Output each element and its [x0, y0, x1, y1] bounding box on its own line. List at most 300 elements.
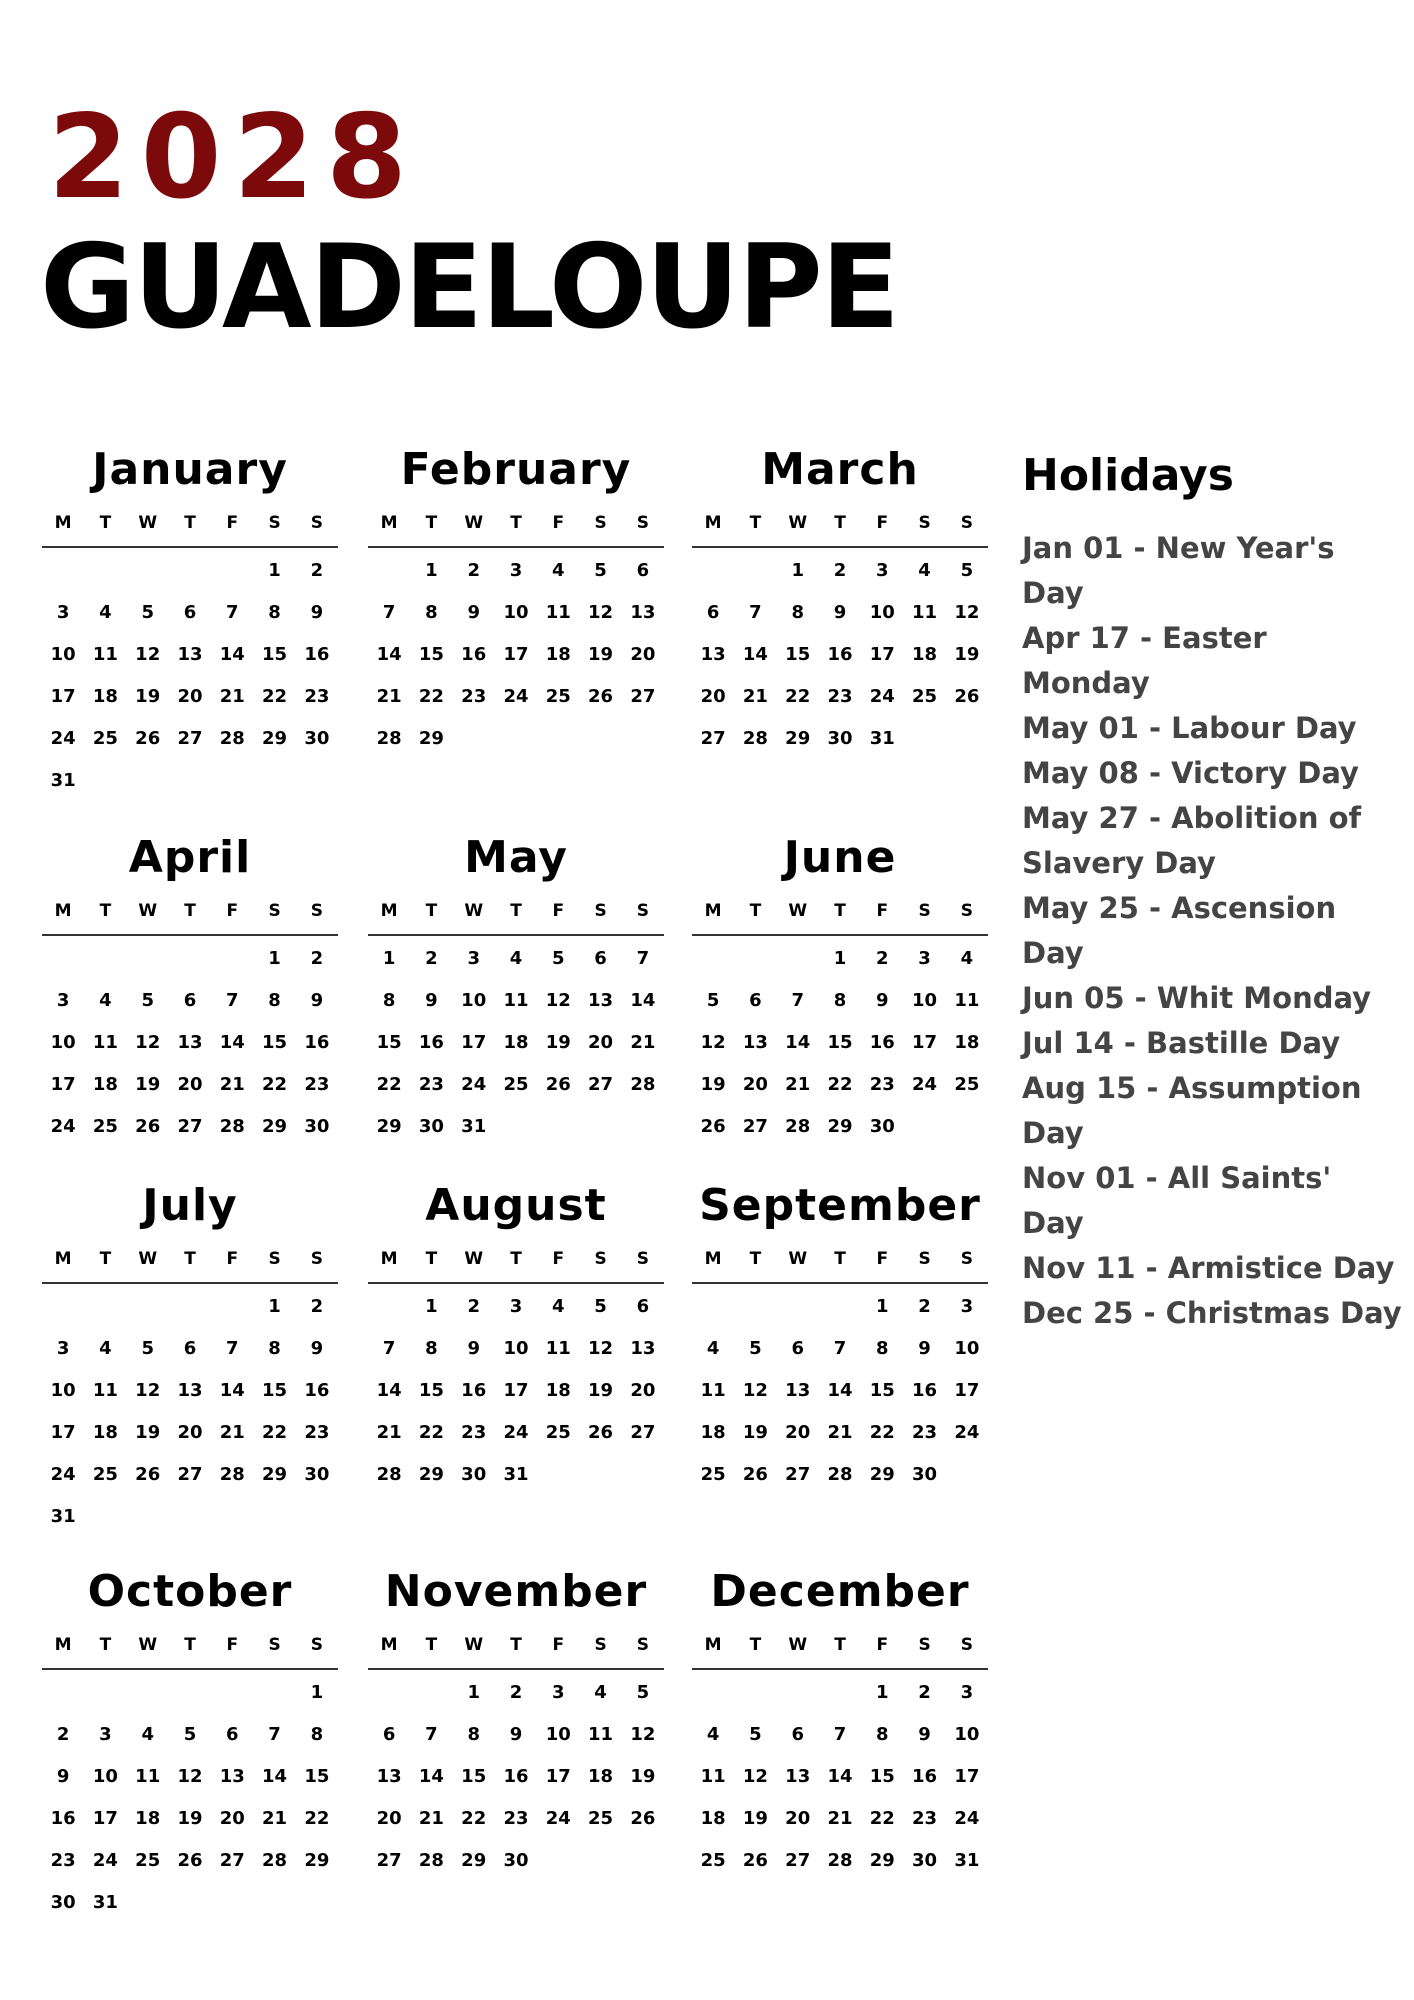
- day-cell: 28: [376, 1464, 402, 1485]
- day-cell: 8: [425, 1338, 438, 1359]
- weekday-label: M: [704, 901, 722, 921]
- weekday-label: S: [636, 901, 649, 921]
- day-cell: 4: [99, 990, 112, 1011]
- day-grid: [42, 938, 338, 1148]
- empty-day-cell: [84, 938, 126, 980]
- empty-day-cell: [84, 1286, 126, 1328]
- weekday-label: T: [510, 901, 522, 921]
- weekday-header: [42, 1622, 338, 1670]
- day-cell: 6: [183, 1338, 197, 1359]
- day-cell: 27: [742, 1116, 768, 1137]
- day-cell: 24: [50, 1464, 76, 1485]
- day-cell: 13: [630, 1338, 656, 1359]
- day-cell: 1: [268, 948, 281, 969]
- day-cell: 19: [135, 686, 161, 707]
- day-cell: 14: [827, 1380, 853, 1401]
- day-cell: 16: [50, 1808, 76, 1829]
- day-cell: 21: [262, 1808, 288, 1829]
- day-cell: 24: [954, 1422, 980, 1443]
- day-cell: 20: [742, 1074, 768, 1095]
- day-cell: 6: [594, 948, 607, 969]
- day-cell: 20: [785, 1808, 811, 1829]
- weekday-label: W: [788, 1249, 808, 1269]
- day-cell: 23: [869, 1074, 895, 1095]
- month-may: [368, 828, 664, 1148]
- day-cell: 26: [954, 686, 980, 707]
- weekday-label: F: [552, 901, 565, 921]
- day-cell: 6: [791, 1724, 804, 1745]
- weekday-label: S: [918, 1249, 931, 1269]
- day-cell: 26: [630, 1808, 656, 1829]
- weekday-header: [368, 1236, 664, 1284]
- day-cell: 11: [700, 1766, 726, 1787]
- holiday-item: Nov 11 - Armistice Day: [1022, 1251, 1395, 1285]
- day-cell: 11: [588, 1724, 614, 1745]
- day-cell: 20: [219, 1808, 245, 1829]
- day-cell: 18: [92, 686, 118, 707]
- day-cell: 13: [630, 602, 656, 623]
- day-cell: 11: [503, 990, 529, 1011]
- day-cell: 9: [56, 1766, 70, 1787]
- day-cell: 3: [876, 560, 889, 581]
- weekday-label: W: [788, 1635, 808, 1655]
- day-cell: 17: [50, 1074, 76, 1095]
- day-cell: 29: [785, 728, 811, 749]
- day-cell: 22: [262, 1074, 288, 1095]
- weekday-label: T: [510, 513, 522, 533]
- day-cell: 29: [461, 1850, 487, 1871]
- day-cell: 24: [503, 686, 529, 707]
- day-cell: 21: [219, 1074, 245, 1095]
- weekday-header: [368, 1622, 664, 1670]
- day-cell: 18: [912, 644, 938, 665]
- day-cell: 11: [92, 644, 118, 665]
- day-cell: 19: [545, 1032, 571, 1053]
- month-june: [692, 828, 988, 1148]
- day-cell: 2: [876, 948, 889, 969]
- day-cell: 3: [99, 1724, 112, 1745]
- day-cell: 30: [869, 1116, 895, 1137]
- day-cell: 14: [742, 644, 768, 665]
- day-cell: 18: [700, 1808, 726, 1829]
- day-cell: 2: [918, 1682, 931, 1703]
- day-cell: 10: [50, 1032, 76, 1053]
- weekday-label: M: [704, 513, 722, 533]
- day-cell: 2: [425, 948, 438, 969]
- day-cell: 1: [467, 1682, 480, 1703]
- day-cell: 5: [552, 948, 565, 969]
- weekday-label: F: [876, 1249, 889, 1269]
- empty-day-cell: [734, 1286, 776, 1328]
- day-cell: 24: [50, 1116, 76, 1137]
- day-cell: 12: [545, 990, 571, 1011]
- day-cell: 17: [869, 644, 895, 665]
- day-cell: 29: [376, 1116, 402, 1137]
- day-cell: 3: [552, 1682, 565, 1703]
- day-cell: 25: [92, 1116, 118, 1137]
- empty-day-cell: [368, 550, 410, 592]
- day-cell: 15: [304, 1766, 330, 1787]
- day-cell: 9: [918, 1338, 931, 1359]
- weekday-label: S: [268, 1249, 281, 1269]
- month-name: March: [761, 444, 919, 495]
- day-cell: 27: [785, 1850, 811, 1871]
- day-cell: 27: [588, 1074, 614, 1095]
- day-cell: 11: [92, 1380, 118, 1401]
- day-cell: 19: [630, 1766, 656, 1787]
- weekday-label: F: [552, 1249, 565, 1269]
- day-cell: 16: [912, 1380, 938, 1401]
- day-cell: 23: [503, 1808, 529, 1829]
- day-cell: 26: [700, 1116, 726, 1137]
- weekday-label: S: [960, 513, 973, 533]
- weekday-label: M: [380, 901, 398, 921]
- day-cell: 22: [418, 686, 444, 707]
- day-cell: 24: [912, 1074, 938, 1095]
- day-cell: 17: [50, 1422, 76, 1443]
- day-cell: 5: [141, 602, 154, 623]
- day-cell: 23: [461, 1422, 487, 1443]
- holiday-item: May 01 - Labour Day: [1022, 711, 1357, 745]
- day-cell: 4: [552, 560, 565, 581]
- day-grid: [368, 1286, 664, 1496]
- day-cell: 13: [219, 1766, 245, 1787]
- day-cell: 11: [545, 602, 571, 623]
- day-cell: 30: [503, 1850, 529, 1871]
- day-cell: 3: [960, 1296, 974, 1317]
- empty-day-cell: [127, 1286, 169, 1328]
- day-cell: 21: [827, 1422, 853, 1443]
- empty-day-cell: [127, 1672, 169, 1714]
- weekday-label: W: [788, 513, 808, 533]
- day-cell: 20: [630, 1380, 656, 1401]
- day-cell: 27: [376, 1850, 402, 1871]
- weekday-label: S: [594, 513, 607, 533]
- holiday-item: Apr 17 - Easter Monday: [1022, 621, 1267, 700]
- day-cell: 17: [954, 1766, 980, 1787]
- month-october: [42, 1562, 338, 1924]
- day-cell: 28: [742, 728, 768, 749]
- weekday-label: F: [226, 1635, 239, 1655]
- day-cell: 1: [382, 948, 396, 969]
- day-cell: 26: [588, 1422, 614, 1443]
- day-cell: 20: [588, 1032, 614, 1053]
- weekday-label: T: [749, 901, 762, 921]
- day-cell: 7: [226, 1338, 239, 1359]
- day-cell: 22: [304, 1808, 330, 1829]
- empty-day-cell: [169, 1672, 211, 1714]
- weekday-label: F: [226, 513, 239, 533]
- weekday-label: S: [310, 901, 323, 921]
- day-cell: 22: [869, 1808, 895, 1829]
- day-cell: 30: [827, 728, 853, 749]
- day-cell: 11: [700, 1380, 726, 1401]
- empty-day-cell: [734, 938, 776, 980]
- day-cell: 26: [177, 1850, 203, 1871]
- empty-day-cell: [211, 938, 253, 980]
- weekday-label: S: [594, 1635, 607, 1655]
- day-cell: 4: [918, 560, 931, 581]
- weekday-label: T: [749, 513, 762, 533]
- day-cell: 21: [630, 1032, 656, 1053]
- day-cell: 12: [135, 1380, 161, 1401]
- day-cell: 25: [912, 686, 938, 707]
- holidays-panel: [1022, 446, 1402, 1336]
- day-cell: 19: [954, 644, 980, 665]
- day-cell: 13: [742, 1032, 768, 1053]
- day-cell: 10: [50, 644, 76, 665]
- weekday-label: S: [268, 901, 281, 921]
- weekday-label: S: [268, 1635, 281, 1655]
- weekday-label: M: [380, 1249, 398, 1269]
- weekday-label: T: [510, 1249, 522, 1269]
- day-cell: 9: [509, 1724, 523, 1745]
- day-cell: 8: [310, 1724, 324, 1745]
- empty-day-cell: [410, 1672, 452, 1714]
- weekday-label: T: [834, 1635, 846, 1655]
- day-cell: 17: [545, 1766, 571, 1787]
- day-cell: 24: [503, 1422, 529, 1443]
- day-cell: 8: [876, 1724, 889, 1745]
- empty-day-cell: [84, 1672, 126, 1714]
- day-cell: 14: [262, 1766, 288, 1787]
- weekday-label: W: [464, 1635, 484, 1655]
- day-cell: 2: [467, 1296, 480, 1317]
- day-cell: 14: [785, 1032, 811, 1053]
- day-cell: 10: [869, 602, 895, 623]
- weekday-header: [42, 888, 338, 936]
- day-cell: 24: [869, 686, 895, 707]
- day-cell: 25: [92, 728, 118, 749]
- day-cell: 2: [310, 948, 324, 969]
- day-cell: 29: [262, 1116, 288, 1137]
- day-cell: 16: [304, 644, 330, 665]
- day-cell: 29: [827, 1116, 853, 1137]
- day-cell: 4: [594, 1682, 607, 1703]
- weekday-label: T: [425, 513, 438, 533]
- day-cell: 18: [588, 1766, 614, 1787]
- day-cell: 17: [50, 686, 76, 707]
- day-cell: 18: [92, 1422, 118, 1443]
- day-cell: 4: [141, 1724, 154, 1745]
- weekday-label: T: [184, 1249, 196, 1269]
- day-cell: 7: [382, 602, 396, 623]
- day-cell: 3: [56, 602, 70, 623]
- day-cell: 8: [268, 1338, 281, 1359]
- day-cell: 16: [503, 1766, 529, 1787]
- day-cell: 14: [376, 644, 402, 665]
- weekday-label: F: [876, 901, 889, 921]
- day-cell: 27: [630, 686, 656, 707]
- day-cell: 30: [418, 1116, 444, 1137]
- day-cell: 10: [545, 1724, 571, 1745]
- weekday-label: W: [138, 1249, 158, 1269]
- day-cell: 18: [135, 1808, 161, 1829]
- weekday-label: T: [99, 513, 112, 533]
- empty-day-cell: [368, 1286, 410, 1328]
- day-cell: 1: [425, 560, 438, 581]
- empty-day-cell: [777, 1672, 819, 1714]
- day-cell: 14: [219, 1380, 245, 1401]
- weekday-label: S: [636, 1635, 649, 1655]
- month-december: [692, 1562, 988, 1882]
- weekday-label: S: [918, 513, 931, 533]
- day-cell: 8: [876, 1338, 889, 1359]
- weekday-label: S: [310, 1249, 323, 1269]
- day-cell: 30: [304, 728, 330, 749]
- day-grid: [368, 938, 664, 1148]
- day-cell: 7: [833, 1724, 847, 1745]
- month-name: September: [699, 1180, 981, 1231]
- day-cell: 20: [177, 1422, 203, 1443]
- day-cell: 5: [141, 990, 154, 1011]
- empty-day-cell: [42, 938, 84, 980]
- day-cell: 29: [304, 1850, 330, 1871]
- weekday-label: T: [749, 1249, 762, 1269]
- day-cell: 15: [785, 644, 811, 665]
- holidays-title: Holidays: [1022, 450, 1234, 501]
- day-cell: 1: [833, 948, 847, 969]
- day-cell: 3: [56, 1338, 70, 1359]
- weekday-label: M: [380, 513, 398, 533]
- weekday-header: [692, 1622, 988, 1670]
- day-cell: 9: [833, 602, 847, 623]
- weekday-label: M: [54, 1635, 72, 1655]
- day-cell: 13: [177, 1032, 203, 1053]
- day-cell: 12: [700, 1032, 726, 1053]
- calendar-year: 2028: [48, 90, 419, 225]
- day-cell: 13: [785, 1766, 811, 1787]
- day-cell: 5: [706, 990, 720, 1011]
- day-cell: 18: [545, 1380, 571, 1401]
- day-grid: [692, 550, 988, 760]
- day-cell: 5: [749, 1724, 762, 1745]
- day-cell: 31: [50, 1506, 76, 1527]
- day-cell: 5: [141, 1338, 154, 1359]
- day-cell: 25: [135, 1850, 161, 1871]
- day-cell: 12: [742, 1380, 768, 1401]
- day-cell: 1: [791, 560, 804, 581]
- day-cell: 16: [461, 644, 487, 665]
- weekday-label: T: [834, 1249, 846, 1269]
- day-cell: 17: [461, 1032, 487, 1053]
- day-cell: 13: [177, 1380, 203, 1401]
- weekday-label: M: [704, 1249, 722, 1269]
- empty-day-cell: [169, 550, 211, 592]
- day-cell: 23: [304, 1074, 330, 1095]
- day-cell: 4: [706, 1338, 720, 1359]
- empty-day-cell: [211, 550, 253, 592]
- day-cell: 15: [869, 1380, 895, 1401]
- day-cell: 6: [226, 1724, 239, 1745]
- weekday-label: W: [464, 901, 484, 921]
- day-cell: 25: [954, 1074, 980, 1095]
- day-cell: 23: [304, 686, 330, 707]
- day-cell: 27: [630, 1422, 656, 1443]
- empty-day-cell: [42, 550, 84, 592]
- day-cell: 28: [827, 1464, 853, 1485]
- day-cell: 20: [177, 686, 203, 707]
- day-cell: 30: [912, 1464, 938, 1485]
- day-cell: 26: [135, 728, 161, 749]
- day-cell: 16: [869, 1032, 895, 1053]
- day-cell: 13: [785, 1380, 811, 1401]
- day-cell: 10: [954, 1724, 980, 1745]
- day-cell: 1: [876, 1296, 889, 1317]
- day-cell: 9: [310, 602, 324, 623]
- weekday-label: S: [594, 901, 607, 921]
- empty-day-cell: [692, 938, 734, 980]
- weekday-label: F: [876, 513, 889, 533]
- day-cell: 28: [262, 1850, 288, 1871]
- day-cell: 28: [418, 1850, 444, 1871]
- day-cell: 23: [912, 1808, 938, 1829]
- month-name: May: [464, 832, 568, 883]
- day-cell: 25: [545, 1422, 571, 1443]
- holiday-item: Jul 14 - Bastille Day: [1022, 1026, 1341, 1060]
- day-cell: 9: [310, 990, 324, 1011]
- day-cell: 20: [700, 686, 726, 707]
- day-cell: 2: [509, 1682, 523, 1703]
- weekday-label: W: [464, 513, 484, 533]
- day-cell: 24: [954, 1808, 980, 1829]
- day-cell: 11: [92, 1032, 118, 1053]
- month-name: October: [87, 1566, 293, 1617]
- weekday-label: S: [636, 1249, 649, 1269]
- day-cell: 5: [749, 1338, 762, 1359]
- day-cell: 29: [869, 1464, 895, 1485]
- day-cell: 21: [219, 686, 245, 707]
- day-cell: 12: [630, 1724, 656, 1745]
- day-cell: 12: [177, 1766, 203, 1787]
- empty-day-cell: [368, 1672, 410, 1714]
- day-cell: 6: [382, 1724, 396, 1745]
- day-cell: 28: [376, 728, 402, 749]
- day-cell: 12: [135, 1032, 161, 1053]
- day-cell: 19: [588, 1380, 614, 1401]
- weekday-header: [42, 500, 338, 548]
- day-cell: 27: [177, 728, 203, 749]
- day-grid: [692, 938, 988, 1148]
- day-cell: 1: [310, 1682, 324, 1703]
- day-cell: 6: [183, 990, 197, 1011]
- day-cell: 19: [742, 1808, 768, 1829]
- month-july: [42, 1176, 338, 1538]
- day-cell: 6: [636, 560, 650, 581]
- day-cell: 10: [50, 1380, 76, 1401]
- weekday-label: S: [594, 1249, 607, 1269]
- weekday-label: M: [54, 1249, 72, 1269]
- weekday-header: [368, 888, 664, 936]
- day-cell: 5: [594, 1296, 607, 1317]
- weekday-header: [692, 1236, 988, 1284]
- day-grid: [692, 1672, 988, 1882]
- holiday-item: Jun 05 - Whit Monday: [1022, 981, 1372, 1015]
- day-cell: 2: [56, 1724, 70, 1745]
- day-cell: 13: [700, 644, 726, 665]
- holiday-item: May 27 - Abolition of Slavery Day: [1022, 801, 1362, 880]
- day-cell: 28: [219, 1464, 245, 1485]
- empty-day-cell: [169, 1286, 211, 1328]
- day-cell: 25: [545, 686, 571, 707]
- day-cell: 21: [219, 1422, 245, 1443]
- day-cell: 29: [418, 1464, 444, 1485]
- weekday-label: T: [184, 513, 196, 533]
- day-cell: 15: [418, 1380, 444, 1401]
- day-cell: 19: [135, 1074, 161, 1095]
- day-cell: 22: [827, 1074, 853, 1095]
- day-cell: 4: [706, 1724, 720, 1745]
